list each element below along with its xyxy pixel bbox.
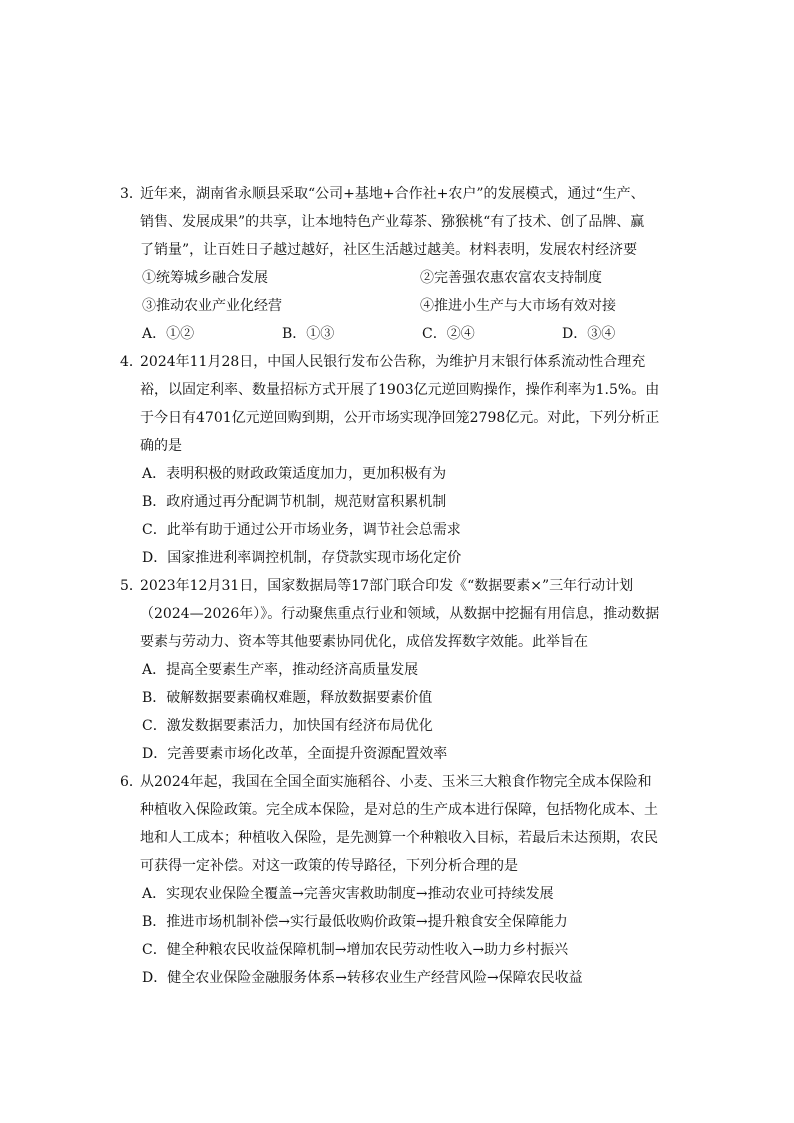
option-d: D．健全农业保险金融服务体系→转移农业生产经营风险→保障农民收益 <box>142 970 583 986</box>
option-d: D．国家推进利率调控机制，存贷款实现市场化定价 <box>142 550 462 566</box>
question-stem-line: 裕，以固定利率、数量招标方式开展了1903亿元逆回购操作，操作利率为1.5%。由 <box>140 382 660 398</box>
question-number: 3． <box>120 186 143 202</box>
question-stem-line: 销售、发展成果”的共享，让本地特色产业莓茶、猕猴桃“有了技术、创了品牌、赢 <box>140 214 645 230</box>
option-b: B．破解数据要素确权难题，释放数据要素价值 <box>142 690 433 706</box>
option-a: A．提高全要素生产率，推动经济高质量发展 <box>142 662 419 678</box>
question-stem-line: （2024—2026年）》。行动聚焦重点行业和领域，从数据中挖掘有用信息，推动数据 <box>140 606 660 622</box>
question-stem-line <box>120 180 645 208</box>
option-d: D．完善要素市场化改革，全面提升资源配置效率 <box>142 746 448 762</box>
question-stem-line: 了销量”，让百姓日子越过越好，社区生活越过越美。材料表明，发展农村经济要 <box>140 242 638 258</box>
option-a: A．①② <box>142 326 195 342</box>
question-stem-line: 确的是 <box>140 438 182 454</box>
option-c: C．②④ <box>422 326 475 342</box>
option-a: A．表明积极的财政政策适度加力，更加积极有为 <box>142 466 447 482</box>
question-stem-text: 2023年12月31日，国家数据局等17部门联合印发《“数据要素×”三年行动计划 <box>140 578 634 594</box>
question-6 <box>120 768 658 992</box>
option-b: B．政府通过再分配调节机制，规范财富积累机制 <box>142 494 447 510</box>
question-4 <box>120 348 660 572</box>
question-stem-line: 地和人工成本；种植收入保险，是先测算一个种粮收入目标，若最后未达预期，农民 <box>140 830 658 846</box>
statement-row <box>120 264 640 292</box>
statement-4: ④推进小生产与大市场有效对接 <box>420 298 616 314</box>
options-row <box>120 320 640 348</box>
question-stem-line <box>120 348 646 376</box>
question-number: 4． <box>120 354 143 370</box>
option-c: C．激发数据要素活力，加快国有经济布局优化 <box>142 718 433 734</box>
question-stem-text: 从2024年起，我国在全国全面实施稻谷、小麦、玉米三大粮食作物完全成本保险和 <box>140 774 652 790</box>
question-stem-text: 2024年11月28日，中国人民银行发布公告称，为维护月末银行体系流动性合理充 <box>140 354 646 370</box>
statement-3: ③推动农业产业化经营 <box>142 298 282 314</box>
option-c: C．此举有助于通过公开市场业务，调节社会总需求 <box>142 522 461 538</box>
question-5 <box>120 572 660 768</box>
statement-1: ①统筹城乡融合发展 <box>142 270 268 286</box>
option-a: A．实现农业保险全覆盖→完善灾害救助制度→推动农业可持续发展 <box>142 886 554 902</box>
option-b: B．推进市场机制补偿→实行最低收购价政策→提升粮食安全保障能力 <box>142 914 568 930</box>
option-c: C．健全种粮农民收益保障机制→增加农民劳动性收入→助力乡村振兴 <box>142 942 569 958</box>
statement-2: ②完善强农惠农富农支持制度 <box>420 270 602 286</box>
question-stem-text: 近年来，湖南省永顺县采取“公司+基地+合作社+农户”的发展模式，通过“生产、 <box>140 186 645 202</box>
question-stem-line: 于今日有4701亿元逆回购到期，公开市场实现净回笼2798亿元。对此，下列分析正 <box>140 410 660 426</box>
question-3 <box>120 180 645 348</box>
question-stem-line <box>120 768 652 796</box>
question-stem-line: 种植收入保险政策。完全成本保险，是对总的生产成本进行保障，包括物化成本、土 <box>140 802 658 818</box>
question-number: 5． <box>120 578 143 594</box>
question-stem-line: 可获得一定补偿。对这一政策的传导路径，下列分析合理的是 <box>140 858 518 874</box>
option-d: D．③④ <box>562 326 616 342</box>
question-list <box>120 180 660 992</box>
question-stem-line <box>120 572 640 600</box>
question-stem-line: 要素与劳动力、资本等其他要素协同优化，成倍发挥数字效能。此举旨在 <box>140 634 588 650</box>
question-number: 6． <box>120 774 143 790</box>
option-b: B．①③ <box>282 326 335 342</box>
statement-row <box>120 292 640 320</box>
